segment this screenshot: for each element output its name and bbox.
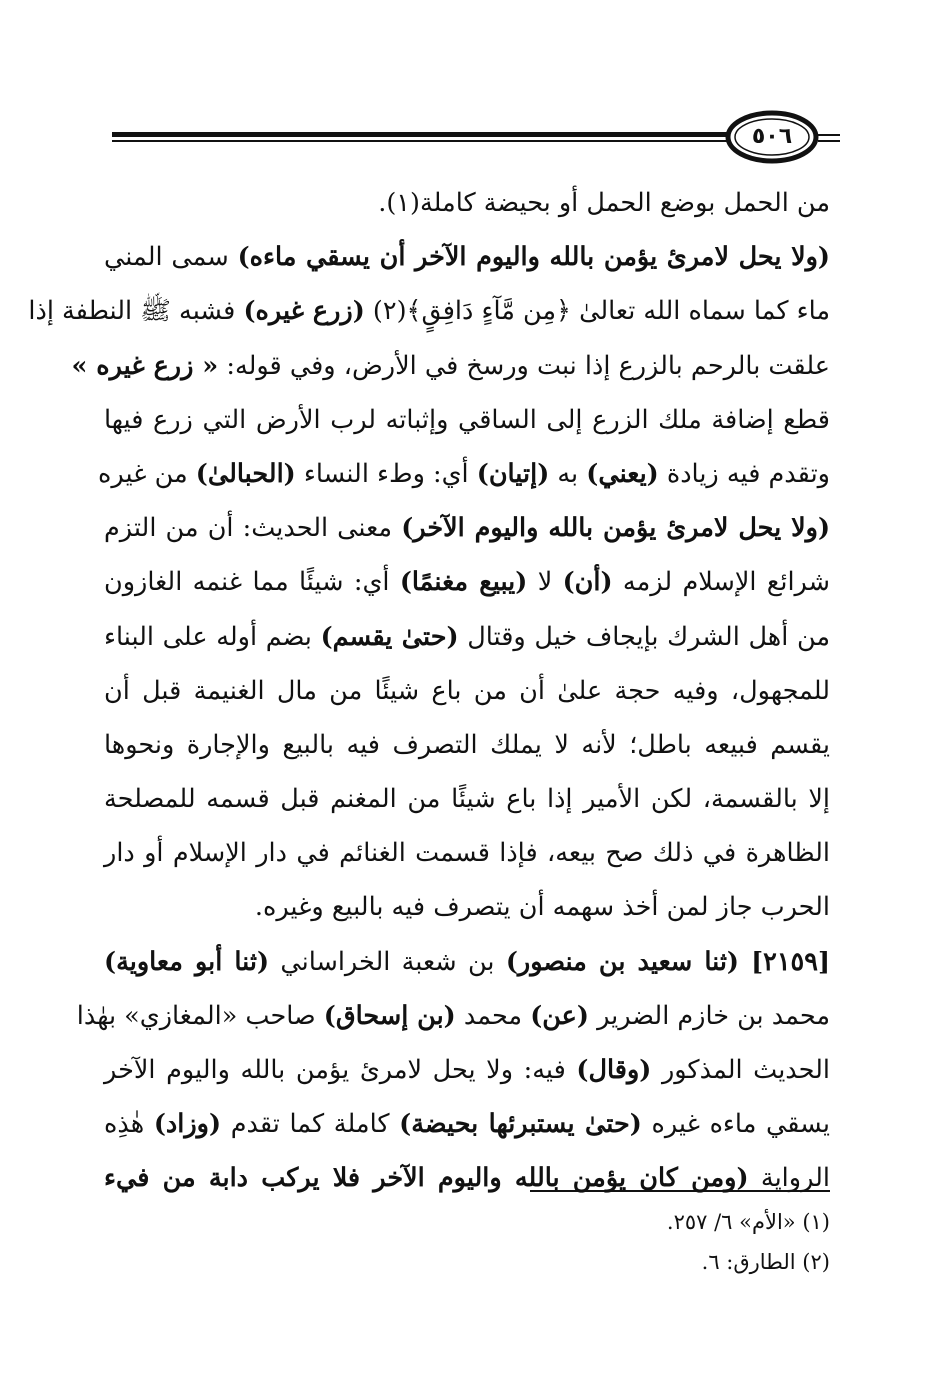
text-line [104,826,830,880]
text-segment: بن شعبة الخراساني [269,946,506,977]
bold-text-segment: (ومن كان يؤمن بالله واليوم الآخر فلا يركب دابة من فيء [104,1163,749,1194]
text-segment: من أهل الشرك بإيجاف خيل وقتال [458,621,831,652]
header-rule [112,132,732,142]
footnote-1: (١) «الأم» ٦/ ٢٥٧. [666,1210,830,1234]
text-line [104,880,830,934]
text-segment: محمد [455,1000,531,1031]
text-segment: قطع إضافة ملك الزرع إلى الساقي وإثباته لرب الأرض التي زرع فيها [104,404,830,435]
text-segment: علقت بالرحم بالزرع إذا نبت ورسخ في الأرض، وفي قوله: [218,350,830,381]
text-segment: سمى المني [104,242,238,273]
text-line [104,230,830,284]
text-line [76,989,830,1043]
main-text [28,176,831,1206]
text-segment: بضم أوله على البناء [104,621,321,652]
text-segment: محمد بن خازم الضرير [588,1000,830,1031]
bold-text-segment: (يعني) [586,458,659,489]
text-segment: الظاهرة في ذلك صح بيعه، فإذا قسمت الغنائم في دار الإسلام أو دار [104,838,830,869]
text-segment: يقسم فبيعه باطل؛ لأنه لا يملك التصرف فيه بالبيع والإجارة ونحوها [104,729,830,760]
bold-text-segment: (وقال) [576,1055,652,1085]
text-segment: يسقي ماءه غيره [641,1109,830,1140]
text-line [104,772,830,826]
text-segment: الرواية [748,1163,830,1194]
text-line [104,555,830,609]
text-segment: (١) [386,188,420,218]
text-segment: صاحب «المغازي» بهٰذا [76,1000,324,1031]
text-segment: فيه: ولا يحل لامرئ يؤمن بالله واليوم الآخر [104,1055,577,1085]
bold-text-segment: (حتىٰ يستبرئها بحيضة) [399,1109,642,1140]
bold-text-segment: (زرع غيره) [243,296,365,327]
text-segment: شرائع الإسلام لزمه [612,567,830,598]
text-segment: الحرب جاز لمن أخذ سهمه أن يتصرف فيه بالبيع وغيره. [254,892,830,923]
text-segment: من غيره [98,458,196,489]
text-segment: من الحمل بوضع الحمل أو بحيضة كاملة [419,188,830,218]
bold-text-segment: (أن) [562,567,613,598]
bold-text-segment: [٢١٥٩] (ثنا سعيد بن منصور) [505,946,831,977]
text-segment: به [549,458,587,489]
text-line [104,1097,830,1151]
header-rule-tail [818,134,840,142]
text-segment: الحديث المذكور [651,1055,830,1085]
page-header [112,110,840,166]
text-segment: هٰذِه [104,1109,154,1140]
bold-text-segment: (ولا يحل لامرئ يؤمن بالله واليوم الآخر أن يسقي ماءه) [237,242,830,273]
bold-text-segment: « زرع غيره » [71,350,219,381]
text-line [104,1043,830,1097]
bold-text-segment: (بن إسحاق) [323,1000,456,1031]
text-segment: إلا بالقسمة، لكن الأمير إذا باع شيئًا من المغنم قبل قسمه للمصلحة [104,784,830,815]
text-line [98,447,830,501]
text-segment: للمجهول، وفيه حجة علىٰ أن من باع شيئًا من مال الغنيمة قبل أن [104,675,830,706]
text-segment: . [378,188,387,218]
text-line [104,664,830,718]
text-line [71,339,830,393]
text-segment: كاملة كما تقدم [221,1109,400,1140]
text-segment: ماء كما سماه الله تعالىٰ ﴿مِن مَّآءٍ دَافِقٍ﴾ [406,296,830,327]
text-segment: أي: شيئًا مما غنمه الغازون [104,567,400,598]
text-line [104,176,830,230]
page-number: ٥٠٦ [751,124,793,149]
text-segment: لا [527,567,563,598]
bold-text-segment: (وزاد) [153,1109,222,1140]
bold-text-segment: (عن) [530,1000,589,1031]
text-line [104,610,830,664]
text-line [104,1151,830,1205]
bold-text-segment: (يبيع مغنمًا) [399,567,528,598]
text-line [104,935,830,989]
footnote-2: (٢) الطارق: ٦. [701,1250,830,1274]
text-line [104,501,830,555]
text-segment: معنى الحديث: أن من التزم [104,513,402,544]
text-line [104,393,830,447]
text-segment [365,296,373,326]
bold-text-segment: (إتيان) [476,458,550,489]
footnote-divider [530,1190,830,1192]
text-segment: وتقدم فيه زيادة [658,458,830,489]
text-line [104,718,830,772]
bold-text-segment: (الحبالىٰ) [195,458,296,489]
text-segment: (٢) [372,296,407,327]
text-line [28,284,830,338]
bold-text-segment: (ولا يحل لامرئ يؤمن بالله واليوم الآخر) [401,513,831,544]
footnotes [104,1202,830,1282]
bold-text-segment: (ثنا أبو معاوية) [104,946,270,977]
text-segment: أي: وطء النساء [295,458,477,489]
bold-text-segment: (حتىٰ يقسم) [320,621,459,652]
text-segment: فشبه ﷺ النطفة إذا [28,296,244,327]
